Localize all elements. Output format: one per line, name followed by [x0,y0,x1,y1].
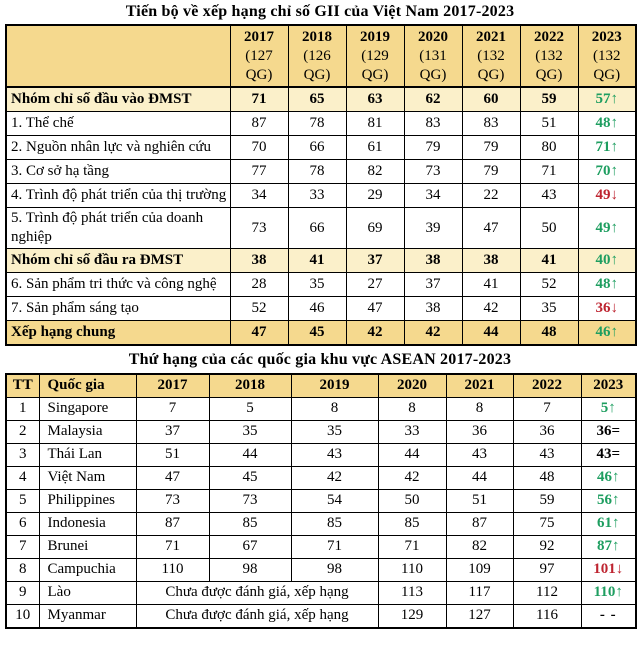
rank-value-cell: 42 [346,320,404,345]
trend-arrow-icon: ↓ [610,299,618,316]
row-number: 1 [6,397,39,420]
gii-year-header-2020 [404,25,462,87]
indicator-label: Nhóm chỉ số đầu ra ĐMST [6,248,230,272]
asean-header-2017: 2017 [136,374,209,398]
rank-value-cell: 8 [446,397,513,420]
rank-value-cell: 42 [378,466,446,489]
rank-value-cell: 51 [446,489,513,512]
row-number: 10 [6,604,39,628]
rank-value-cell: 85 [291,512,378,535]
rank-2023-value: 36 [595,299,611,316]
rank-value-cell: 51 [520,112,578,136]
rank-2023-value: 49 [595,219,611,236]
asean-header-row [6,374,636,398]
country-count-note: (127 QG) [245,47,273,83]
row-number: 2 [6,420,39,443]
rank-value-cell: 110 [378,558,446,581]
country-count-note: (126 QG) [303,47,331,83]
year-label: 2019 [360,29,390,45]
rank-value-cell: 35 [209,420,291,443]
rank-value-cell: 87 [136,512,209,535]
row-number: 7 [6,535,39,558]
country-count-note: (129 QG) [361,47,389,83]
country-count-note: (131 QG) [419,47,447,83]
rank-value-cell: 47 [230,320,288,345]
trend-arrow-icon: = [611,446,621,463]
asean-table-row [6,420,636,443]
rank-2023-cell [581,558,636,581]
rank-2023-cell [581,466,636,489]
trend-arrow-icon: ↑ [612,515,620,532]
trend-arrow-icon: ↓ [610,187,618,204]
rank-value-cell: 35 [291,420,378,443]
rank-value-cell: 42 [291,466,378,489]
rank-2023-cell [578,320,636,345]
rank-value-cell: 45 [288,320,346,345]
rank-value-cell: 79 [462,136,520,160]
rank-2023-cell [578,248,636,272]
trend-arrow-icon: ↑ [610,139,618,156]
rank-value-cell: 82 [446,535,513,558]
rank-value-cell: 27 [346,272,404,296]
gii-table-row [6,136,636,160]
rank-2023-cell [581,420,636,443]
rank-value-cell: 87 [230,112,288,136]
rank-value-cell: 61 [346,136,404,160]
gii-year-header-2022 [520,25,578,87]
rank-value-cell: 71 [378,535,446,558]
country-name: Singapore [39,397,136,420]
country-name: Malaysia [39,420,136,443]
rank-2023-cell [581,397,636,420]
rank-value-cell: 43 [513,443,581,466]
row-number: 6 [6,512,39,535]
rank-value-cell: 127 [446,604,513,628]
rank-2023-cell [581,489,636,512]
rank-value-cell: 43 [291,443,378,466]
rank-value-cell: 47 [136,466,209,489]
rank-value-cell: 41 [520,248,578,272]
asean-header-2022: 2022 [513,374,581,398]
rank-2023-value: 48 [595,275,611,292]
trend-arrow-icon: = [611,423,621,440]
year-label: 2022 [534,29,564,45]
rank-2023-value: 5 [600,400,609,417]
country-name: Philippines [39,489,136,512]
gii-year-header-2021 [462,25,520,87]
asean-header-2018: 2018 [209,374,291,398]
not-ranked-note: Chưa được đánh giá, xếp hạng [136,581,378,604]
rank-value-cell: 38 [462,248,520,272]
year-label: 2021 [476,29,506,45]
rank-value-cell: 79 [462,160,520,184]
gii-table-row [6,248,636,272]
rank-value-cell: 79 [404,136,462,160]
rank-value-cell: 38 [404,296,462,320]
trend-arrow-icon: ↑ [610,275,618,292]
rank-2023-value: 36 [596,423,612,440]
rank-value-cell: 45 [209,466,291,489]
trend-arrow-icon: ↑ [610,163,618,180]
gii-year-header-2017 [230,25,288,87]
gii-table-row [6,87,636,112]
asean-table-row [6,489,636,512]
rank-value-cell: 35 [520,296,578,320]
row-number: 4 [6,466,39,489]
rank-value-cell: 82 [346,160,404,184]
rank-value-cell: 63 [346,87,404,112]
rank-2023-cell [581,581,636,604]
rank-value-cell: 109 [446,558,513,581]
rank-value-cell: 67 [209,535,291,558]
gii-table-row [6,320,636,345]
trend-arrow-icon: ↓ [615,561,624,578]
rank-value-cell: 112 [513,581,581,604]
rank-value-cell: 73 [136,489,209,512]
rank-value-cell: 41 [288,248,346,272]
rank-value-cell: 42 [404,320,462,345]
rank-value-cell: 60 [462,87,520,112]
rank-value-cell: 8 [291,397,378,420]
rank-2023-value: 43 [596,446,612,463]
rank-value-cell: 71 [230,87,288,112]
country-name: Brunei [39,535,136,558]
indicator-label: 6. Sản phẩm tri thức và công nghệ [6,272,230,296]
rank-value-cell: 22 [462,184,520,208]
rank-value-cell: 8 [378,397,446,420]
rank-2023-cell [578,87,636,112]
indicator-label: 5. Trình độ phát triển của doanh nghiệp [6,208,230,249]
gii-table-row [6,208,636,249]
rank-value-cell: 85 [378,512,446,535]
rank-value-cell: 113 [378,581,446,604]
country-count-note: (132 QG) [535,47,563,83]
rank-value-cell: 48 [520,320,578,345]
rank-value-cell: 73 [404,160,462,184]
rank-value-cell: 83 [404,112,462,136]
row-number: 8 [6,558,39,581]
indicator-label: Xếp hạng chung [6,320,230,345]
gii-corner-cell [6,25,230,87]
rank-value-cell: 78 [288,112,346,136]
rank-value-cell: 77 [230,160,288,184]
indicator-label: Nhóm chỉ số đầu vào ĐMST [6,87,230,112]
asean-table-row [6,397,636,420]
indicator-label: 1. Thể chế [6,112,230,136]
indicator-label: 2. Nguồn nhân lực và nghiên cứu [6,136,230,160]
rank-value-cell: 37 [346,248,404,272]
rank-value-cell: 54 [291,489,378,512]
rank-value-cell: 69 [346,208,404,249]
rank-value-cell: 35 [288,272,346,296]
gii-table-row [6,296,636,320]
rank-2023-cell [578,208,636,249]
trend-arrow-icon: ↑ [610,323,618,340]
rank-value-cell: 50 [520,208,578,249]
rank-2023-value: 61 [597,515,612,532]
trend-arrow-icon: ↑ [612,538,620,555]
rank-2023-cell [581,535,636,558]
asean-table-row [6,558,636,581]
rank-2023-value: - - [599,607,617,624]
row-number: 3 [6,443,39,466]
rank-2023-cell [578,272,636,296]
rank-value-cell: 51 [136,443,209,466]
rank-2023-value: 110 [593,584,616,601]
rank-value-cell: 129 [378,604,446,628]
rank-value-cell: 50 [378,489,446,512]
rank-value-cell: 66 [288,136,346,160]
country-count-note: (132 QG) [593,47,621,83]
rank-value-cell: 80 [520,136,578,160]
country-count-note: (132 QG) [477,47,505,83]
indicator-label: 4. Trình độ phát triển của thị trường [6,184,230,208]
rank-value-cell: 28 [230,272,288,296]
rank-value-cell: 71 [136,535,209,558]
asean-header-2021: 2021 [446,374,513,398]
rank-value-cell: 59 [513,489,581,512]
not-ranked-note: Chưa được đánh giá, xếp hạng [136,604,378,628]
rank-value-cell: 43 [520,184,578,208]
rank-2023-value: 40 [595,251,611,268]
gii-table-row [6,112,636,136]
trend-arrow-icon: ↑ [612,492,620,509]
rank-value-cell: 38 [230,248,288,272]
trend-arrow-icon: ↑ [610,91,618,108]
rank-2023-cell [578,160,636,184]
rank-value-cell: 34 [230,184,288,208]
rank-value-cell: 36 [446,420,513,443]
rank-value-cell: 117 [446,581,513,604]
rank-value-cell: 7 [136,397,209,420]
rank-value-cell: 47 [462,208,520,249]
gii-year-header-2023 [578,25,636,87]
asean-table-body [6,397,636,628]
rank-value-cell: 81 [346,112,404,136]
country-name: Thái Lan [39,443,136,466]
rank-value-cell: 44 [378,443,446,466]
gii-header-row [6,25,636,87]
rank-value-cell: 75 [513,512,581,535]
rank-value-cell: 37 [404,272,462,296]
rank-value-cell: 73 [209,489,291,512]
asean-header-2020: 2020 [378,374,446,398]
rank-value-cell: 42 [462,296,520,320]
rank-value-cell: 98 [209,558,291,581]
rank-2023-value: 56 [597,492,612,509]
trend-arrow-icon: ↑ [610,219,618,236]
indicator-label: 7. Sản phẩm sáng tạo [6,296,230,320]
country-name: Lào [39,581,136,604]
gii-table-row [6,160,636,184]
asean-table-row [6,604,636,628]
gii-table-row [6,184,636,208]
rank-value-cell: 110 [136,558,209,581]
rank-2023-value: 49 [595,187,611,204]
rank-value-cell: 39 [404,208,462,249]
rank-value-cell: 85 [209,512,291,535]
asean-table-row [6,443,636,466]
rank-value-cell: 52 [520,272,578,296]
asean-table-row [6,512,636,535]
rank-value-cell: 78 [288,160,346,184]
rank-value-cell: 70 [230,136,288,160]
trend-arrow-icon: ↑ [615,584,623,601]
year-label: 2020 [418,29,448,45]
gii-table-title: Tiến bộ về xếp hạng chỉ số GII của Việt Nam 2017-2023 [125,3,515,20]
asean-ranking-table [5,373,637,629]
rank-value-cell: 87 [446,512,513,535]
rank-2023-value: 101 [593,561,616,578]
rank-value-cell: 33 [378,420,446,443]
rank-value-cell: 48 [513,466,581,489]
trend-arrow-icon: ↑ [608,400,616,417]
gii-table-row [6,272,636,296]
asean-table-row [6,466,636,489]
rank-value-cell: 52 [230,296,288,320]
rank-value-cell: 73 [230,208,288,249]
gii-year-header-2018 [288,25,346,87]
year-label: 2017 [244,29,274,45]
trend-arrow-icon: ↑ [610,251,618,268]
rank-2023-cell [581,443,636,466]
indicator-label: 3. Cơ sở hạ tầng [6,160,230,184]
rank-value-cell: 44 [446,466,513,489]
year-label: 2023 [591,29,622,45]
rank-value-cell: 43 [446,443,513,466]
rank-value-cell: 92 [513,535,581,558]
rank-value-cell: 97 [513,558,581,581]
asean-header-tt: TT [6,374,39,398]
country-name: Indonesia [39,512,136,535]
asean-table-row [6,581,636,604]
rank-2023-value: 70 [595,163,611,180]
rank-2023-value: 46 [597,469,612,486]
country-name: Myanmar [39,604,136,628]
rank-value-cell: 65 [288,87,346,112]
rank-2023-value: 87 [597,538,612,555]
rank-value-cell: 59 [520,87,578,112]
rank-value-cell: 38 [404,248,462,272]
rank-2023-value: 57 [595,91,611,108]
rank-value-cell: 83 [462,112,520,136]
rank-value-cell: 98 [291,558,378,581]
rank-2023-value: 46 [595,323,611,340]
rank-value-cell: 44 [462,320,520,345]
rank-value-cell: 7 [513,397,581,420]
rank-2023-cell [578,184,636,208]
rank-value-cell: 5 [209,397,291,420]
row-number: 9 [6,581,39,604]
rank-2023-value: 71 [595,139,611,156]
gii-table-body [6,87,636,345]
rank-value-cell: 71 [291,535,378,558]
trend-arrow-icon: ↑ [612,469,620,486]
gii-progress-table [5,24,637,346]
rank-value-cell: 29 [346,184,404,208]
rank-value-cell: 44 [209,443,291,466]
country-name: Campuchia [39,558,136,581]
rank-value-cell: 34 [404,184,462,208]
row-number: 5 [6,489,39,512]
rank-value-cell: 66 [288,208,346,249]
asean-header-2023: 2023 [581,374,636,398]
rank-value-cell: 41 [462,272,520,296]
rank-2023-cell [581,604,636,628]
rank-value-cell: 37 [136,420,209,443]
rank-2023-cell [578,296,636,320]
rank-value-cell: 62 [404,87,462,112]
asean-header-2019: 2019 [291,374,378,398]
rank-value-cell: 116 [513,604,581,628]
asean-header-country: Quốc gia [39,374,136,398]
asean-table-row [6,535,636,558]
rank-2023-cell [581,512,636,535]
trend-arrow-icon: ↑ [610,115,618,132]
rank-value-cell: 36 [513,420,581,443]
rank-2023-value: 48 [595,115,611,132]
asean-table-title: Thứ hạng của các quốc gia khu vực ASEAN 2017-2023 [128,350,512,368]
country-name: Việt Nam [39,466,136,489]
rank-2023-cell [578,136,636,160]
rank-2023-cell [578,112,636,136]
rank-value-cell: 33 [288,184,346,208]
rank-value-cell: 46 [288,296,346,320]
rank-value-cell: 71 [520,160,578,184]
rank-value-cell: 47 [346,296,404,320]
year-label: 2018 [302,29,332,45]
gii-year-header-2019 [346,25,404,87]
